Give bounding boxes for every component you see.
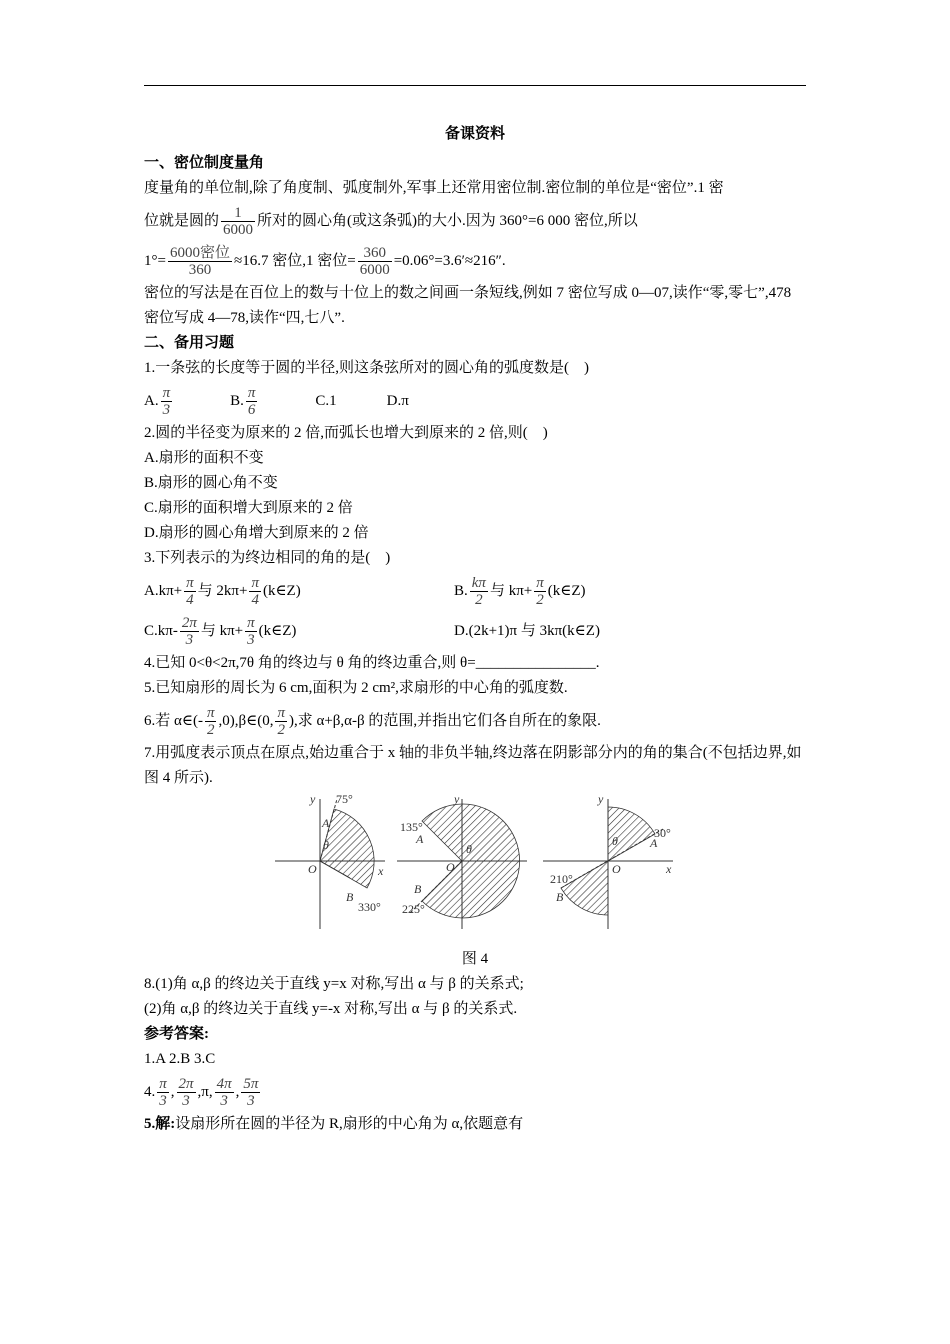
svg-text:75°: 75° <box>336 795 353 806</box>
question-6: 6.若 α∈(- $\frac{\pi}{2}$ ,0),β∈(0, $\frac{\pi}{2}$ ),求 α+β,α-β 的范围,并指出它们各自所在的象限. <box>144 705 601 739</box>
svg-text:30°: 30° <box>654 826 671 840</box>
svg-text:O: O <box>446 860 455 874</box>
answer-1-3: 1.A 2.B 3.C <box>144 1051 216 1067</box>
svg-text:225°: 225° <box>402 902 425 916</box>
paragraph: 度量角的单位制,除了角度制、弧度制外,军事上还常用密位制.密位制的单位是“密位”.1 密 <box>144 180 724 196</box>
header-rule <box>144 85 806 86</box>
option: A.扇形的面积不变 <box>144 450 264 466</box>
paragraph: 1°= $\frac{\text{6000密位}}{360}$ ≈16.7 密位,1 密位= $\frac{360}{6000}$ =0.06°=3.6′≈216″. <box>144 245 506 279</box>
answers-heading: 参考答案: <box>144 1026 209 1042</box>
question-3-options-row <box>144 571 806 611</box>
question-1: 1.一条弦的长度等于圆的半径,则这条弦所对的圆心角的弧度数是( ) <box>144 360 589 376</box>
question-8-part-1: 8.(1)角 α,β 的终边关于直线 y=x 对称,写出 α 与 β 的关系式; <box>144 976 524 992</box>
figure-3 <box>543 795 673 945</box>
option: C.扇形的面积增大到原来的 2 倍 <box>144 500 353 516</box>
fraction: $\frac{\text{6000密位}}{360}$ <box>169 245 230 279</box>
fraction: $\frac{\pi}{3}$ <box>162 385 171 419</box>
svg-text:y: y <box>598 795 604 806</box>
svg-text:θ: θ <box>466 842 472 856</box>
question-4: 4.已知 0<θ<2π,7θ 角的终边与 θ 角的终边重合,则 θ=________________. <box>144 655 600 671</box>
svg-text:y: y <box>310 795 316 806</box>
option-b: B. $\frac{k\pi}{2}$ 与 kπ+ $\frac{\pi}{2}$ (k∈Z) <box>454 575 586 609</box>
option-a: A.kπ+ $\frac{\pi}{4}$ 与 2kπ+ $\frac{\pi}{4}$ (k∈Z) <box>144 575 301 609</box>
svg-text:θ: θ <box>323 838 329 852</box>
fraction: $\frac{1}{6000}$ <box>223 205 254 239</box>
question-3-options-row <box>144 611 806 651</box>
svg-text:θ: θ <box>612 834 618 848</box>
option: D.扇形的圆心角增大到原来的 2 倍 <box>144 525 369 541</box>
svg-text:y: y <box>454 795 460 806</box>
svg-text:A: A <box>322 816 330 830</box>
svg-text:B: B <box>556 890 564 904</box>
option-d: D.(2k+1)π 与 3kπ(k∈Z) <box>454 623 600 639</box>
figure-4-diagrams <box>144 795 806 945</box>
fraction: $\frac{360}{6000}$ <box>359 245 390 279</box>
svg-text:O: O <box>308 862 317 876</box>
section-heading-2: 二、备用习题 <box>144 335 235 351</box>
figure-1 <box>275 795 385 945</box>
document-body <box>144 122 806 1137</box>
question-5: 5.已知扇形的周长为 6 cm,面积为 2 cm²,求扇形的中心角的弧度数. <box>144 680 568 696</box>
paragraph: 密位的写法是在百位上的数与十位上的数之间画一条短线,例如 7 密位写成 0—07,读作“零,零七”,478 密位写成 4—78,读作“四,七八”. <box>144 285 792 326</box>
question-3: 3.下列表示的为终边相同的角的是( ) <box>144 550 391 566</box>
question-8-part-2: (2)角 α,β 的终边关于直线 y=-x 对称,写出 α 与 β 的关系式. <box>144 1001 518 1017</box>
svg-text:B: B <box>414 882 422 896</box>
figure-2 <box>397 795 527 945</box>
svg-text:A: A <box>416 832 424 846</box>
svg-text:210°: 210° <box>550 872 573 886</box>
section-heading-1: 一、密位制度量角 <box>144 155 265 171</box>
figure-4 <box>144 795 806 945</box>
question-7: 7.用弧度表示顶点在原点,始边重合于 x 轴的非负半轴,终边落在阴影部分内的角的集合(不包括边界,如图 4 所示). <box>144 745 802 786</box>
page-title: 备课资料 <box>444 126 505 142</box>
svg-text:135°: 135° <box>400 820 423 834</box>
paragraph: 位就是圆的 $\frac{1}{6000}$ 所对的圆心角(或这条弧)的大小.因为 360°=6 000 密位,所以 <box>144 205 638 239</box>
answer-4: 4. $\frac{\pi}{3}$ , $\frac{2\pi}{3}$ ,π, $\frac{4\pi}{3}$ , $\frac{5\pi}{3}$ <box>144 1076 259 1110</box>
question-1-options: A. $\frac{\pi}{3}$ B. $\frac{\pi}{6}$ C.1 D.π <box>144 385 409 419</box>
option: B.扇形的圆心角不变 <box>144 475 278 491</box>
svg-text:x: x <box>666 862 672 876</box>
figure-caption: 图 4 <box>461 951 489 967</box>
svg-text:A: A <box>650 836 658 850</box>
svg-text:O: O <box>612 862 621 876</box>
fraction: $\frac{\pi}{6}$ <box>247 385 256 419</box>
answer-5: 5.解:设扇形所在圆的半径为 R,扇形的中心角为 α,依题意有 <box>144 1116 524 1132</box>
option-c: C.kπ- $\frac{2\pi}{3}$ 与 kπ+ $\frac{\pi}{3}$ (k∈Z) <box>144 615 297 649</box>
svg-text:B: B <box>346 890 354 904</box>
question-2: 2.圆的半径变为原来的 2 倍,而弧长也增大到原来的 2 倍,则( ) <box>144 425 548 441</box>
svg-text:330°: 330° <box>358 900 381 914</box>
svg-text:x: x <box>378 864 384 878</box>
